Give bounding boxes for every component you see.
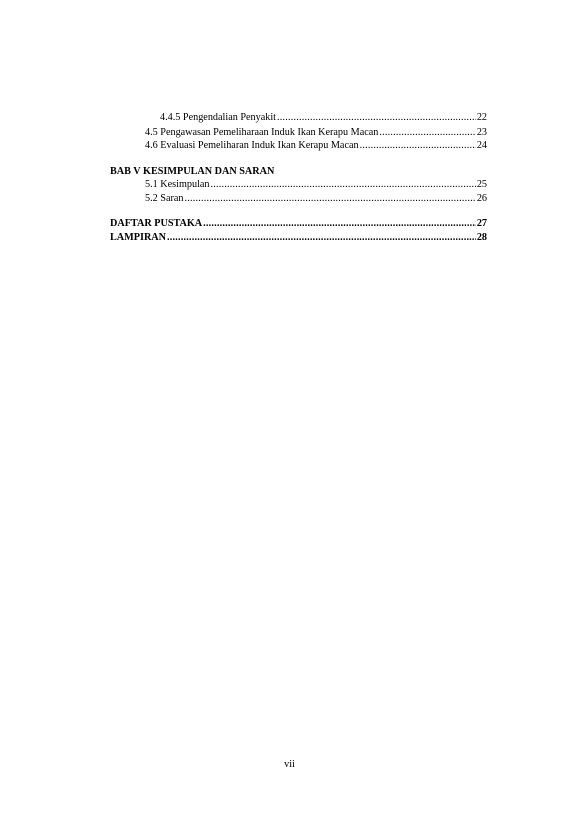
toc-entry-title: DAFTAR PUSTAKA [110,218,203,229]
toc-entry-page: 23 [476,127,487,138]
page-number-footer: vii [284,759,295,770]
toc-entry-title: 5.1 Kesimpulan [145,179,210,190]
toc-entry-title: 4.6 Evaluasi Pemeliharan Induk Ikan Kerapu Macan [145,140,359,151]
chapter-5-heading[interactable]: BAB V KESIMPULAN DAN SARAN [110,166,275,177]
toc-entry-lampiran[interactable] [110,231,487,244]
toc-entry-4-4-5[interactable] [160,111,487,124]
toc-entry-title: LAMPIRAN [110,232,167,243]
toc-entry-page: 26 [476,193,487,204]
toc-entry-page: 28 [476,232,487,243]
toc-entry-4-5[interactable] [145,126,487,139]
toc-leader-dots [167,231,476,244]
toc-leader-dots [211,178,476,191]
toc-entry-page: 27 [476,218,487,229]
toc-entry-page: 24 [476,140,487,151]
toc-entry-page: 22 [476,112,487,123]
toc-entry-4-6[interactable] [145,139,487,152]
toc-entry-title: 4.4.5 Pengendalian Penyakit [160,112,277,123]
toc-entry-page: 25 [476,179,487,190]
toc-leader-dots [184,192,475,205]
toc-leader-dots [203,217,476,230]
toc-leader-dots [360,139,476,152]
toc-entry-5-2[interactable] [145,192,487,205]
toc-entry-title: 4.5 Pengawasan Pemeliharaan Induk Ikan Kerapu Macan [145,127,379,138]
toc-entry-title: 5.2 Saran [145,193,184,204]
toc-leader-dots [379,126,475,139]
toc-entry-daftar-pustaka[interactable] [110,217,487,230]
toc-entry-5-1[interactable] [145,178,487,191]
toc-leader-dots [277,111,476,124]
